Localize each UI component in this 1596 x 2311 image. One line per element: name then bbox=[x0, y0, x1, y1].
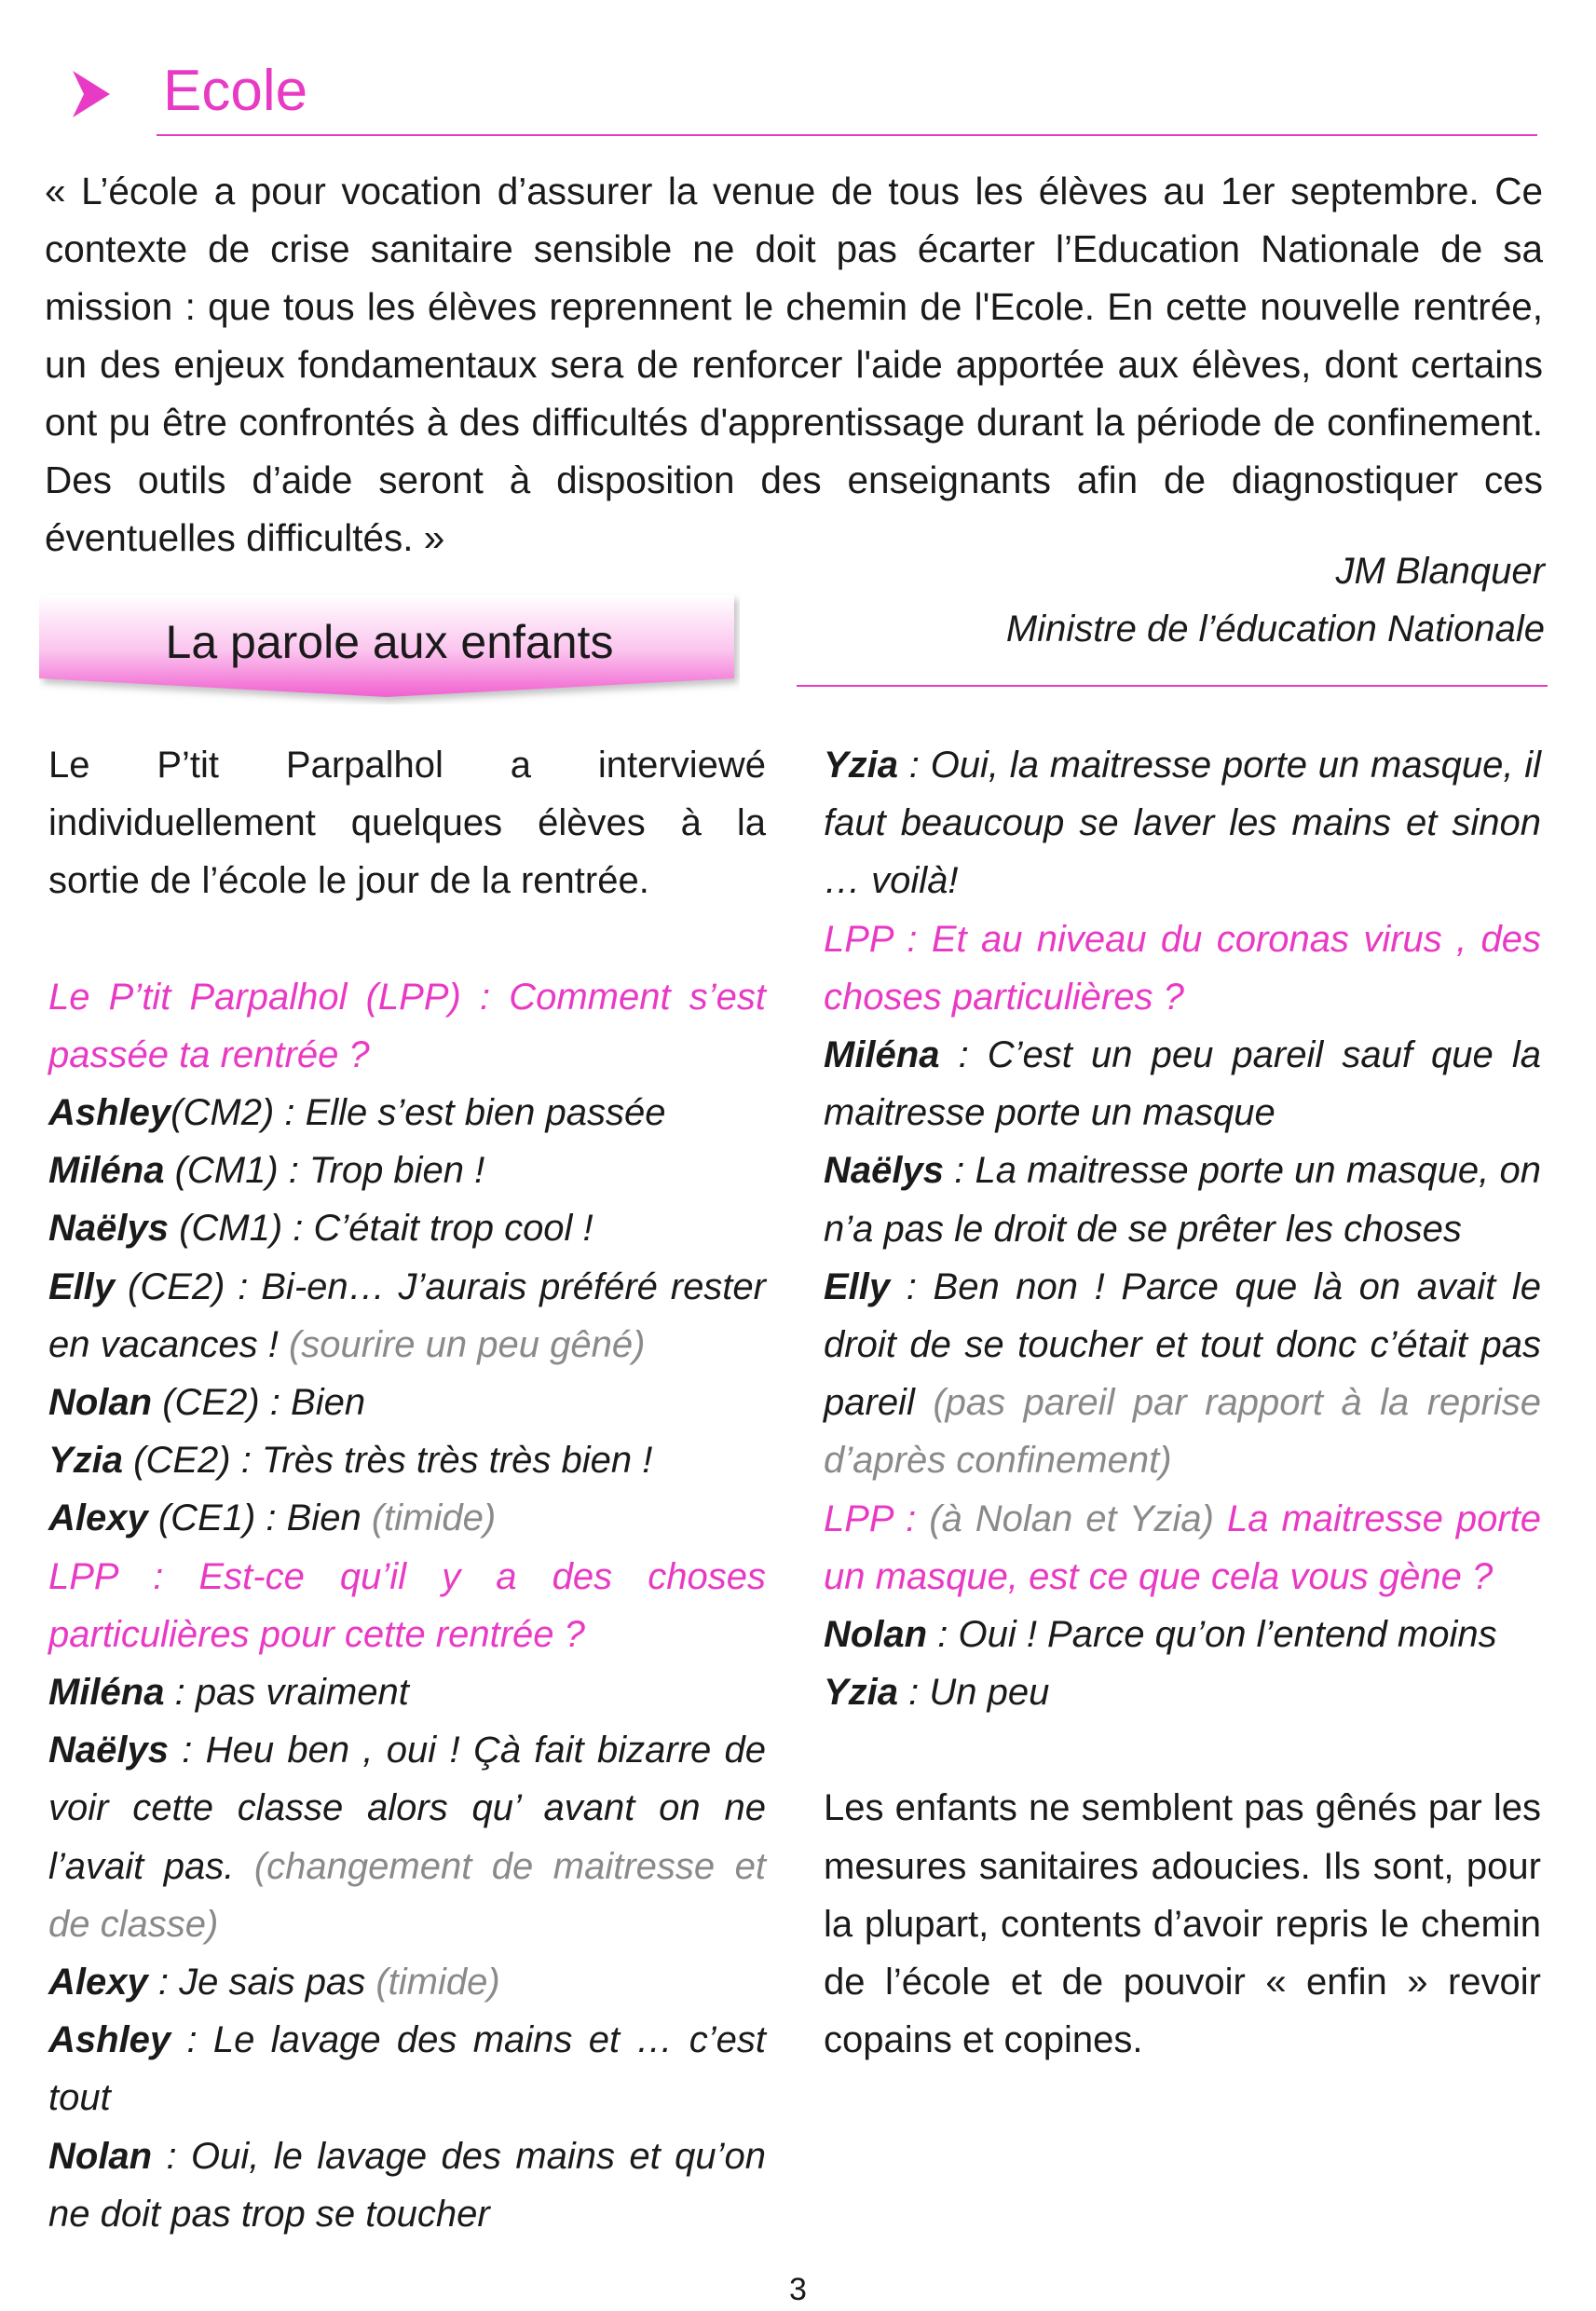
answer bbox=[48, 1142, 766, 1199]
question-note: (à Nolan et Yzia) bbox=[929, 1497, 1214, 1539]
answer bbox=[48, 1663, 766, 1721]
student-name: Ashley bbox=[48, 1092, 171, 1134]
conclusion-paragraph: Les enfants ne semblent pas gênés par les mesures sanitaires adoucies. Ils sont, pour la plupart, contents d’avoir repris le chemin de l’école et de pouvoir « enfin » revoir copains et copines. bbox=[824, 1787, 1541, 2061]
student-name: Elly bbox=[824, 1265, 891, 1307]
student-name: Nolan bbox=[824, 1614, 928, 1656]
student-name: Miléna bbox=[48, 1672, 165, 1714]
answer-text: : Le lavage des mains et … c’est tout bbox=[48, 2019, 766, 2119]
student-name: Naëlys bbox=[824, 1150, 944, 1192]
answer-text: : Oui, le lavage des mains et qu’on ne doit pas trop se toucher bbox=[48, 2135, 766, 2235]
minister-quote: « L’école a pour vocation d’assurer la venue de tous les élèves au 1er septembre. Ce contexte de crise sanitaire sensible ne doit pas écarter l’Education Nationale de sa mission : que tous les élèves reprennent le chemin de l'Ecole. En cette nouvelle rentrée, un des enjeux fondamentaux sera de renforcer l'aide apportée aux élèves, dont certains ont pu être confrontés à des difficultés d'apprentissage durant la période de confinement. Des outils d’aide seront à disposition des enseignants afin de diagnostiquer ces éventuelles difficultés. » bbox=[45, 170, 1543, 559]
answer bbox=[48, 1258, 766, 1374]
student-name: Alexy bbox=[48, 1962, 148, 2003]
answer-text: (CE2) : Très très très très bien ! bbox=[123, 1440, 653, 1482]
student-name: Elly bbox=[48, 1265, 116, 1307]
student-name: Nolan bbox=[48, 1382, 153, 1424]
answer bbox=[824, 1663, 1541, 1721]
student-name: Naëlys bbox=[48, 1208, 169, 1250]
answer-text: (CM1) : Trop bien ! bbox=[164, 1150, 485, 1192]
answer bbox=[48, 1084, 766, 1142]
answer bbox=[824, 736, 1541, 910]
interviewer-question: LPP : Et au niveau du coronas virus , des choses particulières ? bbox=[824, 918, 1541, 1018]
interview-column-right bbox=[824, 736, 1541, 2069]
answer bbox=[48, 1489, 766, 1547]
interviewer-question: Le P’tit Parpalhol (LPP) : Comment s’est passée ta rentrée ? bbox=[48, 976, 766, 1075]
answer-note: (sourire un peu gêné) bbox=[288, 1323, 646, 1365]
student-name: Miléna bbox=[48, 1150, 165, 1192]
page-title: Ecole bbox=[163, 59, 308, 123]
answer-note: (timide) bbox=[375, 1962, 500, 2003]
intro-paragraph: Le P’tit Parpalhol a interviewé individuellement quelques élèves à la sortie de l’école le jour de la rentrée. bbox=[48, 745, 766, 902]
answer-text: (CE2) : Bien bbox=[152, 1382, 366, 1424]
student-name: Yzia bbox=[824, 745, 899, 786]
answer bbox=[48, 1431, 766, 1489]
answer bbox=[48, 2011, 766, 2126]
answer-text: (CM1) : C’était trop cool ! bbox=[168, 1208, 593, 1250]
answer-text: (CE2) : Bi-en… J’aurais préféré rester en vacances ! bbox=[48, 1265, 766, 1365]
answer-note: (changement de maitresse et de classe) bbox=[48, 1845, 766, 1945]
student-name: Alexy bbox=[48, 1497, 148, 1539]
student-name: Yzia bbox=[824, 1672, 899, 1714]
student-name: Yzia bbox=[48, 1440, 124, 1482]
answer-note: (pas pareil par rapport à la reprise d’après confinement) bbox=[824, 1382, 1541, 1482]
student-name: Ashley bbox=[48, 2019, 171, 2061]
answer-text: : Heu ben , oui ! Çà fait bizarre de voir cette classe alors qu’ avant on ne l’avait pas. bbox=[48, 1730, 766, 1887]
answer bbox=[48, 1953, 766, 2011]
student-name: Miléna bbox=[824, 1034, 940, 1076]
question-prefix: LPP : bbox=[824, 1497, 930, 1539]
interview-column-left bbox=[48, 736, 766, 2243]
answer-text: : La maitresse porte un masque, on n’a pas le droit de se prêter les choses bbox=[824, 1150, 1541, 1250]
answer-text: : Un peu bbox=[898, 1672, 1050, 1714]
student-name: Nolan bbox=[48, 2135, 153, 2177]
answer-note: (timide) bbox=[371, 1497, 497, 1539]
chevron-right-icon bbox=[73, 71, 110, 117]
answer bbox=[824, 1606, 1541, 1663]
answer-text: (CE1) : Bien bbox=[147, 1497, 372, 1539]
interviewer-question bbox=[824, 1490, 1541, 1606]
answer bbox=[824, 1142, 1541, 1257]
answer-text: : Ben non ! Parce que là on avait le droit de se toucher et tout donc c’était pas pareil bbox=[824, 1265, 1541, 1424]
quote-author: JM Blanquer bbox=[1335, 551, 1545, 592]
quote-author-role: Ministre de l’éducation Nationale bbox=[1005, 609, 1545, 650]
answer bbox=[824, 1026, 1541, 1142]
answer bbox=[48, 1374, 766, 1431]
answer bbox=[48, 1199, 766, 1257]
answer-text: : Oui, la maitresse porte un masque, il faut beaucoup se laver les mains et sinon … voilà! bbox=[824, 745, 1541, 902]
section-title: La parole aux enfants bbox=[165, 616, 614, 668]
answer-text: : Oui ! Parce qu’on l’entend moins bbox=[927, 1614, 1497, 1656]
quote-divider bbox=[797, 685, 1548, 687]
student-name: Naëlys bbox=[48, 1730, 169, 1771]
answer bbox=[48, 2127, 766, 2243]
page-number: 3 bbox=[789, 2272, 807, 2307]
header-divider bbox=[157, 134, 1537, 136]
interviewer-question: LPP : Est-ce qu’il y a des choses particulières pour cette rentrée ? bbox=[48, 1555, 766, 1655]
answer-text: : pas vraiment bbox=[164, 1672, 409, 1714]
answer-text: : Je sais pas bbox=[147, 1962, 376, 2003]
answer bbox=[824, 1258, 1541, 1490]
answer bbox=[48, 1721, 766, 1953]
question-text: La maitresse porte un masque, est ce que cela vous gène ? bbox=[824, 1497, 1541, 1597]
answer-text: : C’est un peu pareil sauf que la maitresse porte un masque bbox=[824, 1034, 1541, 1134]
section-banner bbox=[39, 593, 740, 704]
answer-text: (CM2) : Elle s’est bien passée bbox=[171, 1092, 666, 1134]
